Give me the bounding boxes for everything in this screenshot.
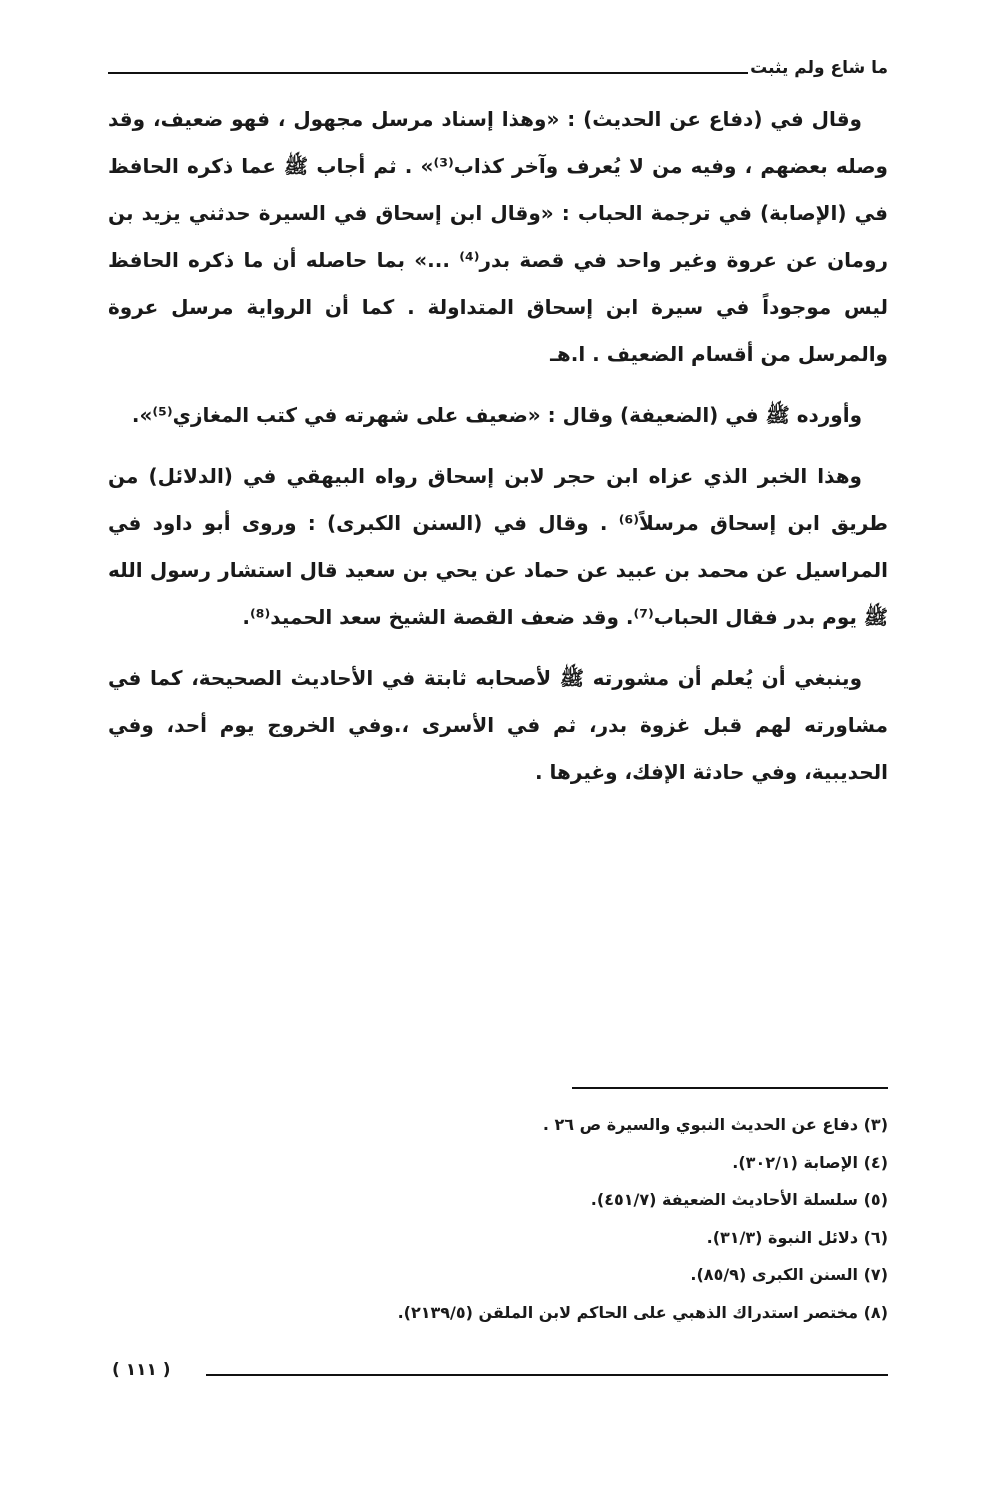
paragraph xyxy=(108,392,888,439)
footnote: (٤) الإصابة (٣٠٢/١). xyxy=(732,1152,888,1172)
footnote: (٣) دفاع عن الحديث النبوي والسيرة ص ٢٦ . xyxy=(542,1115,888,1134)
footnote: (٨) مختصر استدراك الذهبي على الحاكم لابن الملقن (٢١٣٩/٥). xyxy=(397,1302,888,1322)
running-header xyxy=(108,58,888,88)
header-title: ما شاع ولم يثبت xyxy=(750,58,888,78)
page-footer xyxy=(108,1360,888,1390)
paragraph xyxy=(108,655,888,796)
header-rule xyxy=(108,72,748,74)
footnotes-list xyxy=(108,1106,888,1331)
paragraph-text: وينبغي أن يُعلم أن مشورته ﷺ لأصحابه ثابتة في الأحاديث الصحيحة، كما في مشاورته لهم قبل غزوة بدر، ثم في الأسرى ،.وفي الخروج يوم أحد، وفي الحديبية، وفي حادثة الإفك، وغيرها . xyxy=(108,666,888,784)
footnote: (٧) السنن الكبرى (٨٥/٩). xyxy=(690,1265,888,1284)
footer-rule xyxy=(206,1374,888,1376)
footnote-separator xyxy=(572,1087,888,1089)
paragraph-text: وأورده ﷺ في (الضعيفة) وقال : «ضعيف على شهرته في كتب المغازي⁽⁵⁾». xyxy=(131,403,862,427)
body-text xyxy=(108,96,888,810)
footnote: (٦) دلائل النبوة (٣١/٣). xyxy=(706,1227,888,1247)
paragraph xyxy=(108,453,888,641)
footnote: (٥) سلسلة الأحاديث الضعيفة (٤٥١/٧). xyxy=(590,1190,888,1209)
paragraph xyxy=(108,96,888,378)
paragraph-text: وهذا الخبر الذي عزاه ابن حجر لابن إسحاق رواه البيهقي في (الدلائل) من طريق ابن إسحاق مرسلاً⁽⁶⁾ . وقال في (السنن الكبرى) : وروى أبو داود في المراسيل عن محمد بن عبيد عن حماد عن يحي بن سعيد قال استشار رسول الله ﷺ يوم بدر فقال الحباب⁽⁷⁾. وقد ضعف القصة الشيخ سعد الحميد⁽⁸⁾. xyxy=(108,464,888,629)
paragraph-text: وقال في (دفاع عن الحديث) : «وهذا إسناد مرسل مجهول ، فهو ضعيف، وقد وصله بعضهم ، وفيه من لا يُعرف وآخر كذاب⁽³⁾» . ثم أجاب ﷺ عما ذكره الحافظ في (الإصابة) في ترجمة الحباب : «وقال ابن إسحاق في السيرة حدثني يزيد بن رومان عن عروة وغير واحد في قصة بدر⁽⁴⁾ ...» بما حاصله أن ما ذكره الحافظ ليس موجوداً في سيرة ابن إسحاق المتداولة . كما أن الرواية مرسل عروة والمرسل من أقسام الضعيف . ا.هـ xyxy=(108,107,889,366)
page-number: ( ١١١ ) xyxy=(112,1360,171,1380)
